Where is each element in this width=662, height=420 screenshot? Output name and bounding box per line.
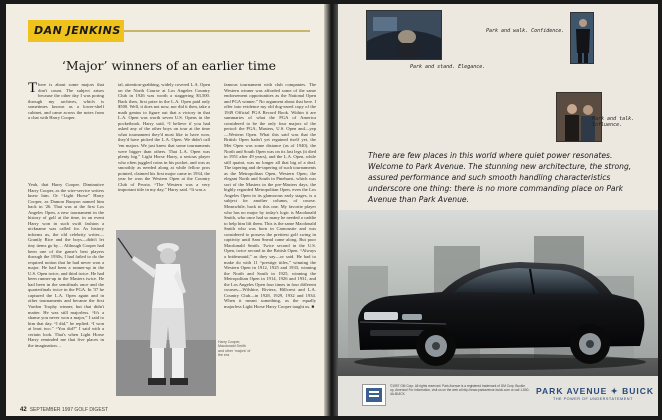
photo-caption: Harry Cooper, Macdonald Smith and other 'majors' of the era (218, 340, 251, 358)
photo-man-standing (570, 12, 594, 64)
banner-rule (124, 30, 310, 32)
column-label: DAN JENKINS (34, 24, 121, 37)
ad-copy: There are few places in this world where quiet power resonates. Welcome to Park Avenue. The stunning new architecture, the strong, assured performance and such smooth handling characteristics underscore one thing: there is no more commanding place on Park Avenue than Park Avenue. (368, 151, 632, 204)
golfer-photo (116, 230, 216, 396)
buick-logo-text: PARK AVENUE ✦ BUICK (536, 386, 655, 396)
photo-car-interior (366, 10, 442, 60)
page-number: 42 (20, 407, 27, 413)
article-headline: ‘Major’ winners of an earlier time (61, 58, 277, 73)
tagline: THE POWER OF UNDERSTATEMENT (553, 397, 633, 401)
editorial-page (6, 4, 324, 416)
golfer-illustration (116, 230, 216, 396)
body-column-2: tal, attention-grabbing, widely covered L.A. Open on the North Course at Los Angeles Country Club in 1926 was worth a staggering $3,500. Back then, first prize in the L.A. Open paid only $500. Well, it does not now, nor did it then, take a math genius to figure out that a victory in that L.A. Open was worth seven U.S. Opens in the pocketbook. Harry said, “I believe if you had asked any of the other boys on tour at the time what tournament they'd most like to have won, they'd have picked the L.A. Open. We didn't call 'em majors. We just knew that some tournaments were bigger than others. That L.A. Open was plenty big.” Light Horse Harry, a serious player who often juggled coins in his pocket, and was as smoothly as needed along at while fellow pros pointed, claimed his first major came in 1934, the year he won the Western Open at the Country Club of Peoria. “The Western was a very important title in my day,” Harry said. “It was a (118, 82, 210, 193)
column-banner (28, 20, 124, 42)
caption-elegance: Park and stand. Elegance. (410, 64, 486, 70)
seal-badge (362, 384, 386, 406)
body-column-3: famous tournament with club companies. The Western winner was afforded some of the same endorsement opportunities as the National Open and PGA winner.” No argument about that here. I offer into evidence my old dog-eared copy of the 1949 Official PGA Record Book. Within it are summaries of what the PGA of America considered to be the only four majors of the period: the PGA, Masters, U.S. Open and—yep—Western Open. What this said was that the British Open hadn't yet regained itself yet, the Met Open was some distance (as of 1940), the North and South Open was on its last legs (it died in 1951 after 49 years), and the L.A. Open, while still quaint, was no longer all that big of a deal. The tapering and de-tapering of such tournaments as the Metropolitan Open, Western Open, the elegant North and South in Pinehurst, which was sort of the Masters in the pre-Masters days, the highly regarded Metropolitan Open, even the Los Angeles Open in its glamorous early stages, is a subject for another column, of course. Meanwhile, back to this one. My favorite player who has no major by today's logic is Macdonald Smith, who once had so many he needed a caddie to help him lift them. This is the same Macdonald Smith who was born in Carnoustie and was considered to possess the prettiest golf swing in captivity until Sam Snead came along. But poor Macdonald Smith. Twice second in the U.S. Open, twice second in the British Open. “Always a bridesmaid,” as they say—or said. He had to make do with 11 “prestige titles,” winning the Western Open in 1912, 1925 and 1933, winning the North and South in 1925, winning the Metropolitan Open in 1914, 1926 and 1931, and the Los Angeles Open four times in four different courses—Wilshire, Riviera, Hillcrest and L.A. Country Club—in 1928, 1929, 1932 and 1934. When it meant something, as the equally majorless Light Horse Harry Cooper taught us. ■ (224, 82, 316, 309)
folio-text: SEPTEMBER 1997 GOLF DIGEST (29, 407, 109, 413)
body-column-1-bottom: Yeah, that Harry Cooper. Diminutive Harry Cooper, as the wire-service writers knew him. Or “Light Horse” Harry Cooper, as Damon Runyon named him back in '26. That was at the first Los Angeles Open, a new tournament in the history of golf at the time, in an event Harry won in such swift fashion a nickname was called for. As history informs us, the old celebrity writer—Grantly Rice and the boys—didn't let tiny items go by… Although Cooper had been one of the game's best players through the 1930s, I had failed to do the required notion that he had never won a major. He had been a runner-up in the U.S. Open twice, and third twice. He had been runner-up in the Masters twice. He had been in the semifinals once and the quarterfinals twice in the PGA. In '37 he captured the L.A. Open again and in other tournaments and became the first Vardon Trophy winner, but that didn't matter. He was still majorless. “It's a shame you never won a major,” I said to him that day. “I did,” he replied. “I won at least two.” “You did?” I said with a certain look. That's when Light Horse Harry reminded me that five places in the imagination… (28, 182, 104, 348)
body-column-1-top (28, 82, 104, 182)
buick-park-avenue-car (350, 242, 646, 370)
binding-gutter (324, 4, 338, 416)
drop-cap: T (28, 82, 38, 96)
fine-print: ©1997 GM Corp. All rights reserved. Park Avenue is a registered trademark of GM Corp. Buckle up, America! For information, visit us on the web at http://www.parkavenue.buick.com or call 1-800-4A-BUICK (390, 384, 530, 396)
body-text: here is about some majors that don't count. The subject arises because the other day I was poring through my archives, which is sometimes known as a lower-shelf cabinet, and came across the notes from a chat with Harry Cooper. (28, 82, 104, 121)
advertisement-page (338, 4, 658, 416)
caption-confidence: Park and walk. Confidence. (486, 28, 565, 34)
folio (20, 407, 108, 413)
caption-influence: Park and talk. Influence. (592, 116, 635, 128)
